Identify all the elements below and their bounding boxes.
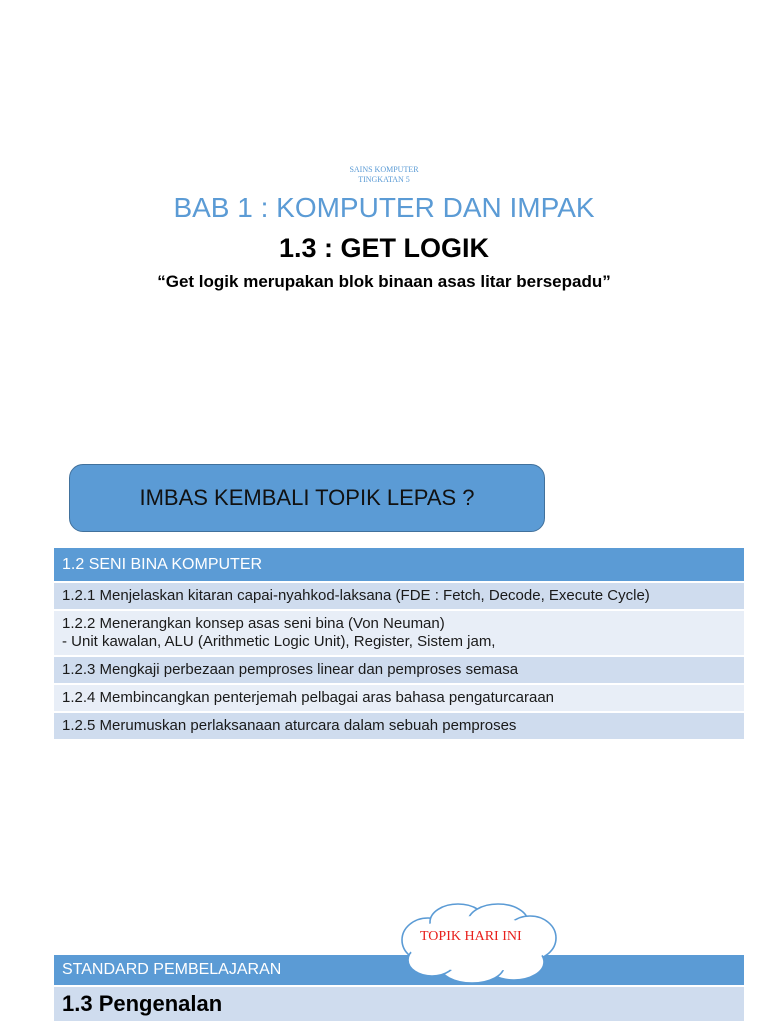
section-quote: “Get logik merupakan blok binaan asas litar bersepadu” bbox=[157, 272, 611, 291]
row-text: 1.2.4 Membincangkan penterjemah pelbagai aras bahasa pengaturcaraan bbox=[62, 689, 555, 706]
table-row bbox=[54, 582, 744, 610]
row-text: 1.2.2 Menerangkan konsep asas seni bina (Von Neuman) bbox=[62, 615, 445, 632]
standard-table-header: STANDARD PEMBELAJARAN bbox=[54, 955, 744, 986]
form-label: TINGKATAN 5 bbox=[358, 175, 410, 184]
table-cell bbox=[54, 610, 744, 656]
table-cell bbox=[54, 582, 744, 610]
table-cell bbox=[54, 656, 744, 684]
review-previous-topic-button[interactable] bbox=[69, 464, 545, 532]
row-text: 1.2.5 Merumuskan perlaksanaan aturcara dalam sebuah pemproses bbox=[62, 717, 517, 734]
todays-topic-callout bbox=[388, 900, 564, 986]
standard-topic-cell: 1.3 Pengenalan bbox=[54, 986, 744, 1021]
callout-text: TOPIK HARI INI bbox=[420, 929, 522, 944]
table-row bbox=[54, 712, 744, 740]
topic-table-header: 1.2 SENI BINA KOMPUTER bbox=[54, 548, 744, 582]
table-row bbox=[54, 986, 744, 1021]
table-cell bbox=[54, 684, 744, 712]
section-title: 1.3 : GET LOGIK bbox=[278, 233, 490, 263]
chapter-title: BAB 1 : KOMPUTER DAN IMPAK bbox=[173, 192, 595, 223]
review-button-label: IMBAS KEMBALI TOPIK LEPAS ? bbox=[139, 485, 475, 510]
subject-label: SAINS KOMPUTER bbox=[349, 165, 419, 174]
row-subtext: - Unit kawalan, ALU (Arithmetic Logic Unit), Register, Sistem jam, bbox=[62, 633, 496, 650]
row-text: 1.2.3 Mengkaji perbezaan pemproses linear dan pemproses semasa bbox=[62, 661, 519, 678]
table-row bbox=[54, 684, 744, 712]
row-text: 1.2.1 Menjelaskan kitaran capai-nyahkod-laksana (FDE : Fetch, Decode, Execute Cycle) bbox=[62, 587, 650, 604]
table-row bbox=[54, 610, 744, 656]
previous-topic-table bbox=[54, 548, 744, 741]
table-row bbox=[54, 656, 744, 684]
table-cell bbox=[54, 712, 744, 740]
table-header-row bbox=[54, 548, 744, 582]
